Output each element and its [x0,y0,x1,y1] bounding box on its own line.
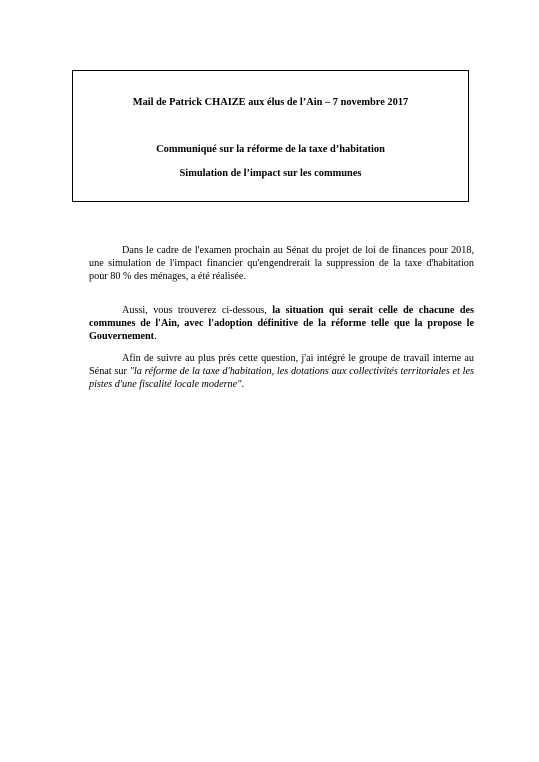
paragraph-3-text [89,352,474,391]
simulation-title: Simulation de l’impact sur les communes [179,168,362,179]
paragraph-1 [89,244,474,283]
paragraph-2-start: Aussi, vous trouverez ci-dessous, [122,305,273,316]
paragraph-3-end: . [241,379,244,390]
paragraph-2-text [89,304,474,343]
mail-title: Mail de Patrick CHAIZE aux élus de l’Ain – 7 novembre 2017 [132,97,409,108]
paragraph-2-end: . [154,331,157,342]
paragraph-1-text: Dans le cadre de l'examen prochain au Sénat du projet de loi de finances pour 2018, une simulation de l'impact financier qu'engendrerait la suppression de la taxe d'habitation pour 80 % des ménages, a été réalisée. [89,245,474,282]
paragraph-3-italic: "la réforme de la taxe d'habitation, les dotations aux collectivités territoriales et les pistes d'une fiscalité locale moderne" [89,366,474,390]
communique-title: Communiqué sur la réforme de la taxe d’habitation [156,144,385,155]
paragraph-2-bold: la situation qui serait celle de chacune des communes de l'Ain, avec l'adoption définitive de la réforme telle que la propose le Gouvernement [89,305,474,342]
paragraph-3 [89,352,474,391]
paragraph-3-start: Afin de suivre au plus près cette question, j'ai intégré le groupe de travail interne au Sénat sur [89,353,474,377]
header-box [72,70,469,202]
paragraph-2 [89,304,474,343]
